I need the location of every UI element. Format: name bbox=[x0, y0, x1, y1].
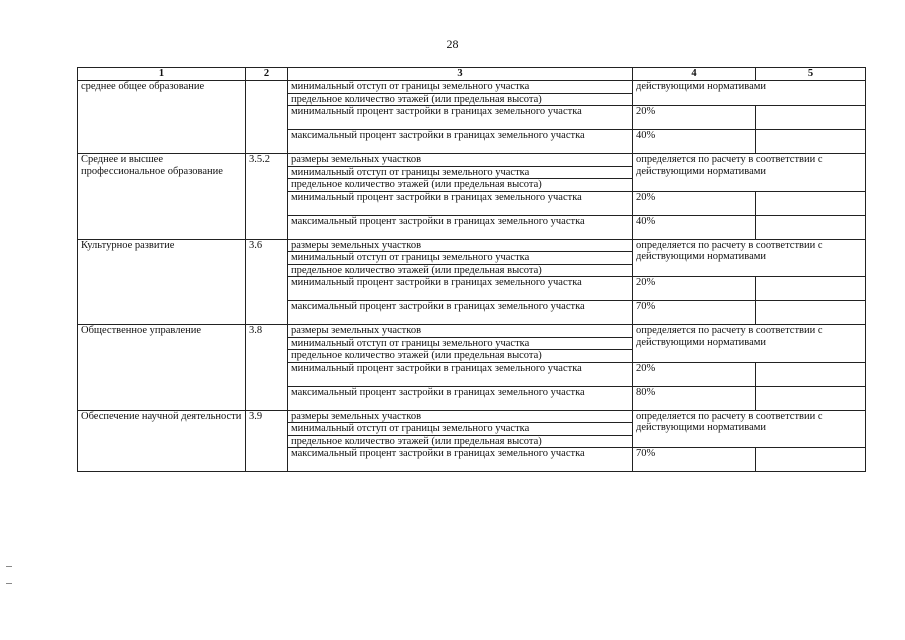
parameter-value: определяется по расчету в соответствии с действующими нормативами bbox=[633, 154, 866, 192]
parameter-name: размеры земельных участков bbox=[288, 239, 633, 252]
parameter-value: 70% bbox=[633, 448, 756, 472]
parameter-name: предельное количество этажей (или предельная высота) bbox=[288, 264, 633, 277]
notes-cell bbox=[756, 130, 866, 154]
table-row bbox=[78, 81, 866, 94]
parameter-name: минимальный процент застройки в границах земельного участка bbox=[288, 362, 633, 386]
table-row bbox=[78, 325, 866, 338]
notes-cell bbox=[756, 301, 866, 325]
parameter-value: 70% bbox=[633, 301, 756, 325]
column-header: 3 bbox=[288, 68, 633, 81]
notes-cell bbox=[756, 106, 866, 130]
use-type-name: среднее общее образование bbox=[78, 81, 246, 154]
table-row bbox=[78, 239, 866, 252]
parameter-name: минимальный отступ от границы земельного участка bbox=[288, 81, 633, 94]
parameter-value: 40% bbox=[633, 130, 756, 154]
parameter-value: определяется по расчету в соответствии с действующими нормативами bbox=[633, 325, 866, 363]
parameter-name: размеры земельных участков bbox=[288, 325, 633, 338]
parameter-value: определяется по расчету в соответствии с действующими нормативами bbox=[633, 239, 866, 277]
use-type-code: 3.8 bbox=[246, 325, 288, 411]
use-type-code: 3.9 bbox=[246, 410, 288, 472]
parameter-name: максимальный процент застройки в границах земельного участка bbox=[288, 301, 633, 325]
parameter-value: 20% bbox=[633, 106, 756, 130]
notes-cell bbox=[756, 215, 866, 239]
parameter-name: максимальный процент застройки в границах земельного участка bbox=[288, 448, 633, 472]
column-header: 1 bbox=[78, 68, 246, 81]
page-number: 28 bbox=[446, 37, 459, 51]
parameter-name: предельное количество этажей (или предельная высота) bbox=[288, 435, 633, 448]
notes-cell bbox=[756, 386, 866, 410]
parameter-name: предельное количество этажей (или предельная высота) bbox=[288, 350, 633, 363]
notes-cell bbox=[756, 448, 866, 472]
parameter-name: минимальный процент застройки в границах земельного участка bbox=[288, 277, 633, 301]
parameter-name: максимальный процент застройки в границах земельного участка bbox=[288, 215, 633, 239]
use-type-name: Среднее и высшее профессиональное образование bbox=[78, 154, 246, 240]
parameter-value: определяется по расчету в соответствии с действующими нормативами bbox=[633, 410, 866, 448]
parameter-value: 20% bbox=[633, 191, 756, 215]
parameter-name: максимальный процент застройки в границах земельного участка bbox=[288, 130, 633, 154]
parameter-value: действующими нормативами bbox=[633, 81, 866, 106]
parameter-name: размеры земельных участков bbox=[288, 410, 633, 423]
table-row bbox=[78, 410, 866, 423]
parameter-name: минимальный отступ от границы земельного участка bbox=[288, 337, 633, 350]
table-header-row bbox=[78, 68, 866, 81]
notes-cell bbox=[756, 277, 866, 301]
use-type-code bbox=[246, 81, 288, 154]
parameter-name: минимальный отступ от границы земельного участка bbox=[288, 166, 633, 179]
parameter-name: минимальный отступ от границы земельного участка bbox=[288, 423, 633, 436]
parameter-value: 20% bbox=[633, 362, 756, 386]
column-header: 4 bbox=[633, 68, 756, 81]
regulations-table bbox=[77, 67, 866, 472]
parameter-name: минимальный отступ от границы земельного участка bbox=[288, 252, 633, 265]
parameter-value: 80% bbox=[633, 386, 756, 410]
parameter-name: минимальный процент застройки в границах земельного участка bbox=[288, 191, 633, 215]
parameter-name: минимальный процент застройки в границах земельного участка bbox=[288, 106, 633, 130]
parameter-name: предельное количество этажей (или предельная высота) bbox=[288, 93, 633, 106]
parameter-value: 20% bbox=[633, 277, 756, 301]
use-type-name: Общественное управление bbox=[78, 325, 246, 411]
use-type-name: Обеспечение научной деятельности bbox=[78, 410, 246, 472]
use-type-name: Культурное развитие bbox=[78, 239, 246, 325]
margin-marks bbox=[6, 566, 14, 600]
use-type-code: 3.6 bbox=[246, 239, 288, 325]
use-type-code: 3.5.2 bbox=[246, 154, 288, 240]
table-row bbox=[78, 154, 866, 167]
notes-cell bbox=[756, 362, 866, 386]
parameter-name: максимальный процент застройки в границах земельного участка bbox=[288, 386, 633, 410]
notes-cell bbox=[756, 191, 866, 215]
parameter-name: размеры земельных участков bbox=[288, 154, 633, 167]
parameter-value: 40% bbox=[633, 215, 756, 239]
parameter-name: предельное количество этажей (или предельная высота) bbox=[288, 179, 633, 192]
column-header: 2 bbox=[246, 68, 288, 81]
column-header: 5 bbox=[756, 68, 866, 81]
